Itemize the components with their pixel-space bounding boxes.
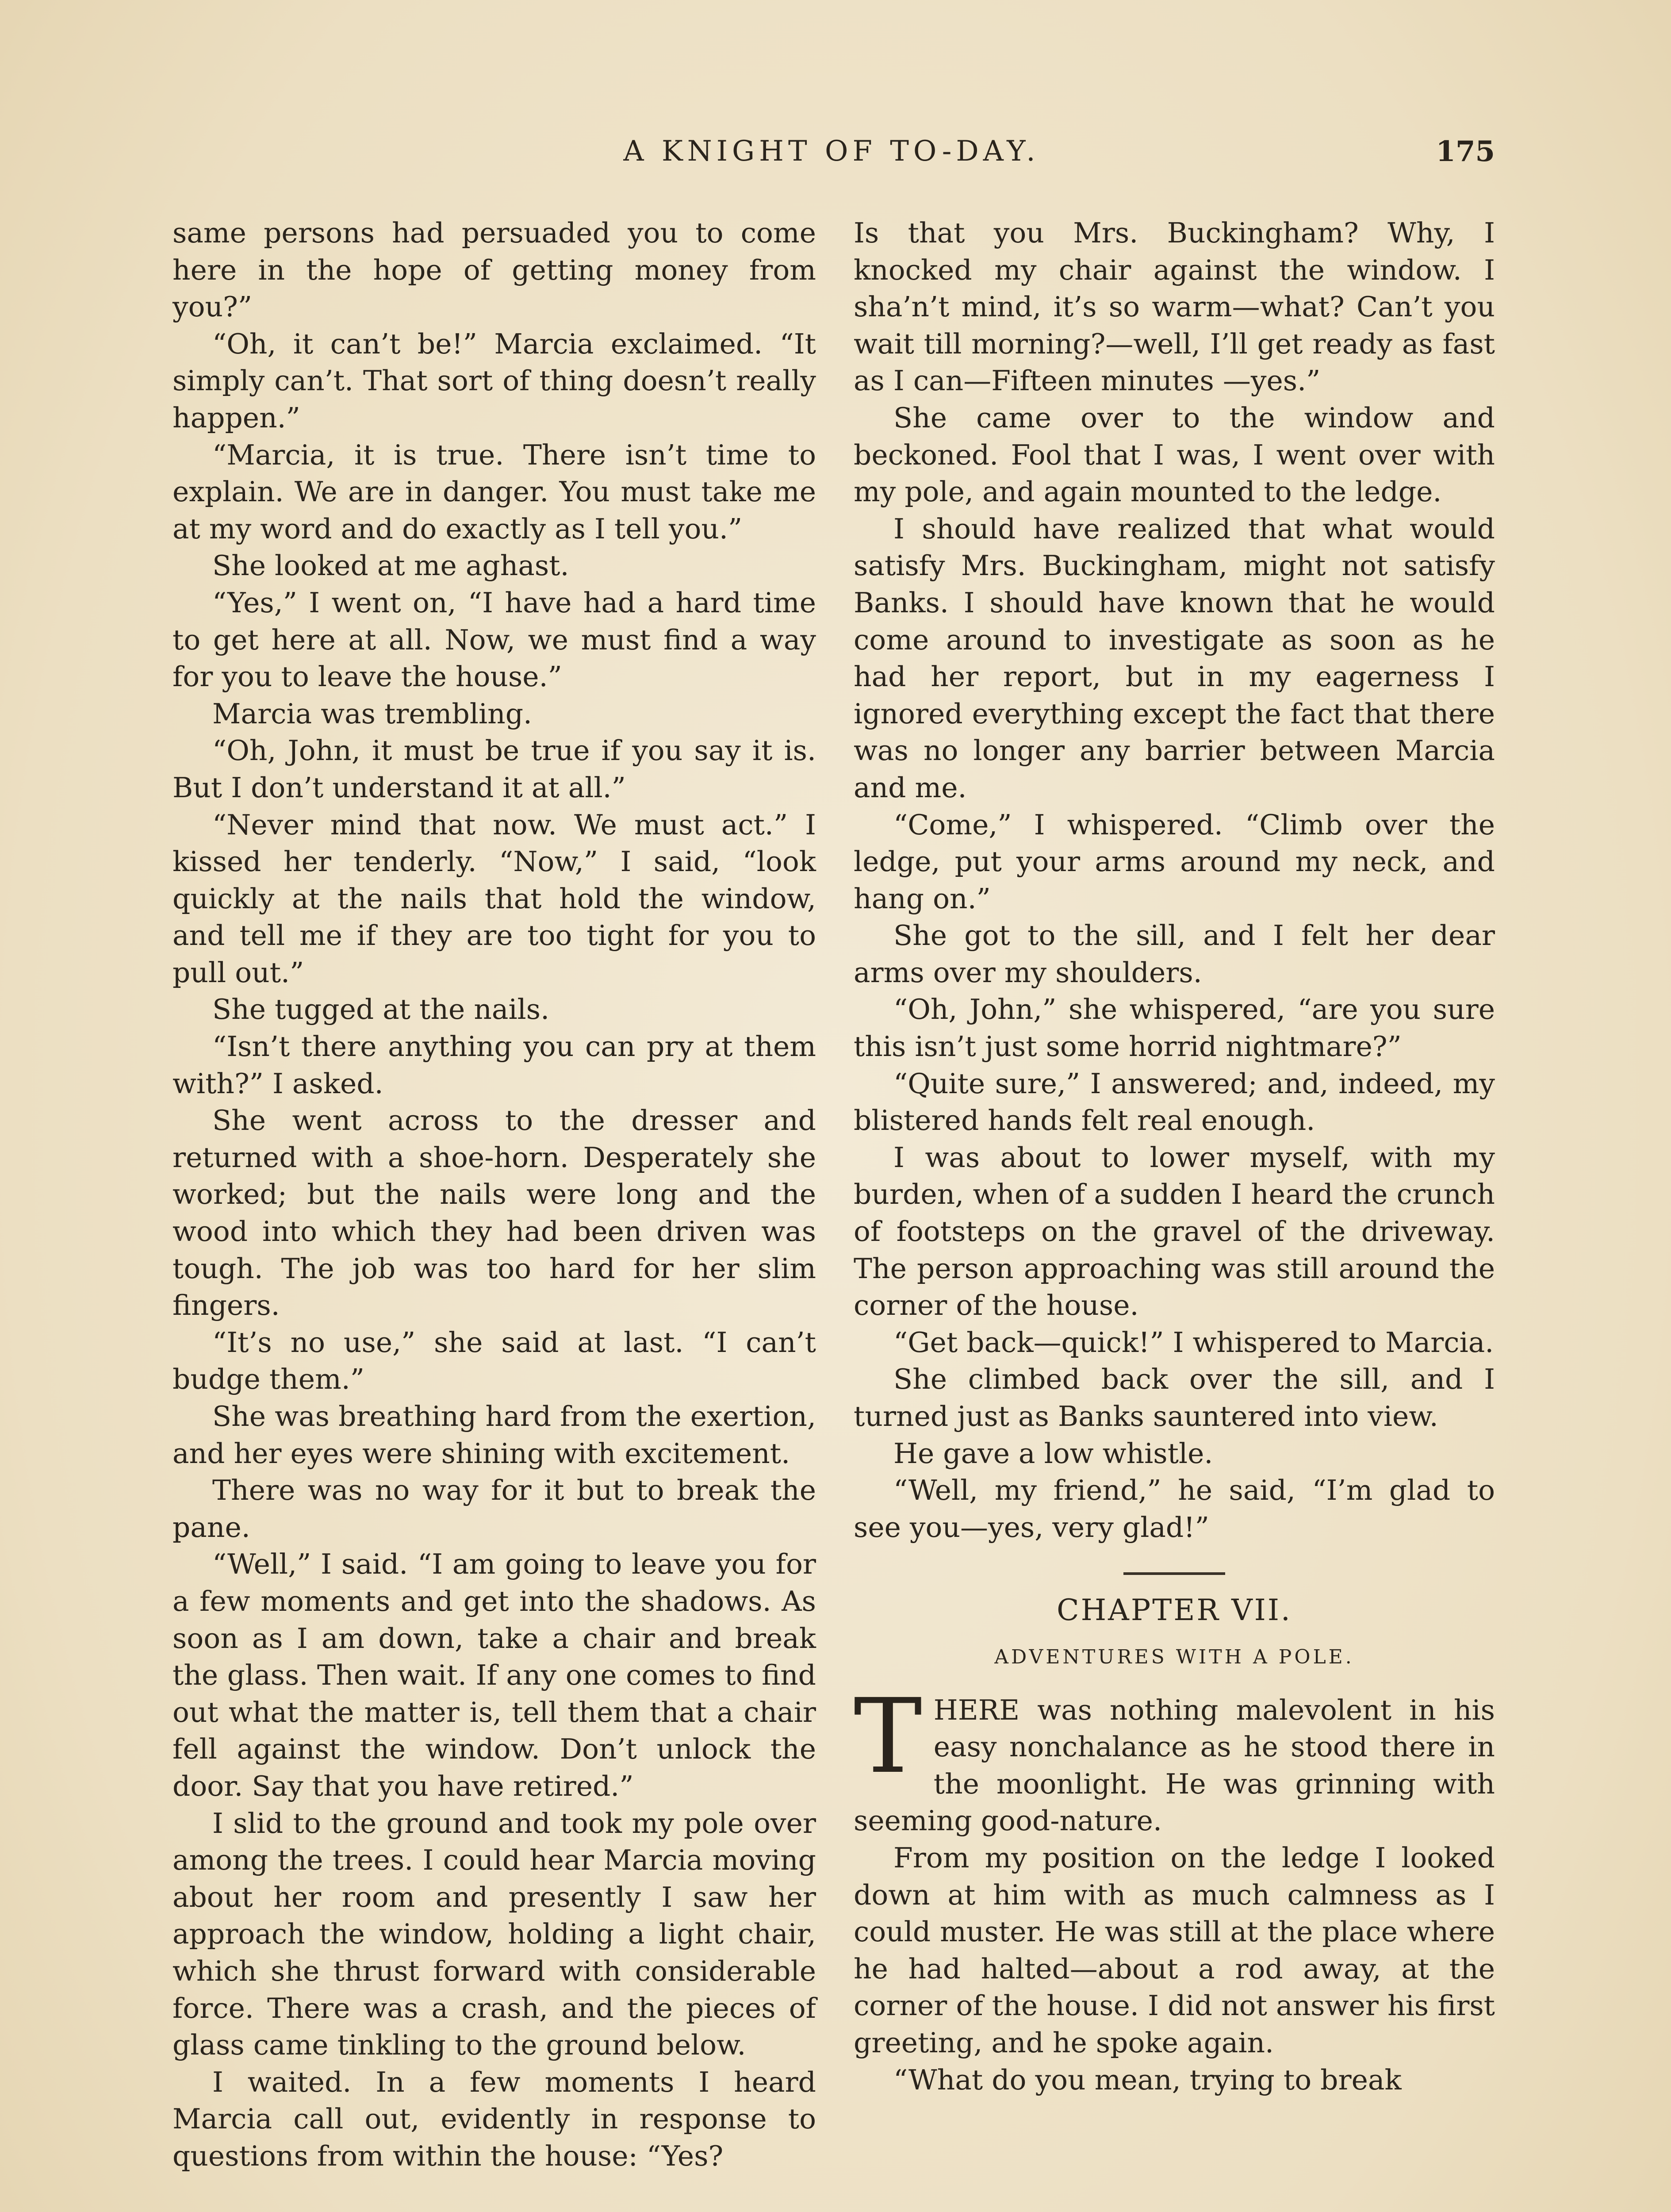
paragraph: I was about to lower myself, with my burden, when of a sudden I heard the crunch of footsteps on the gravel of the driveway. The person approaching was still around the corner of the house. (854, 1141, 1495, 1322)
chapter-subtitle: ADVENTURES WITH A POLE. (994, 1645, 1354, 1668)
paragraph: same persons had persuaded you to come here in the hope of getting money from you?” (172, 217, 816, 323)
paragraph: “Yes,” I went on, “I have had a hard time to get here at all. Now, we must find a way for you to leave the house.” (172, 586, 816, 693)
paragraph: “Get back—quick!” I whispered to Marcia. (893, 1326, 1494, 1359)
paragraph: “Oh, it can’t be!” Marcia exclaimed. “It simply can’t. That sort of thing doesn’t really happen.” (172, 327, 816, 434)
paragraph: She came over to the window and beckoned. Fool that I was, I went over with my pole, and again mounted to the ledge. (854, 401, 1495, 508)
paragraph: There was no way for it but to break the pane. (172, 1474, 816, 1544)
paragraph: “Isn’t there anything you can pry at them with?” I asked. (172, 1030, 816, 1100)
page-number: 175 (1436, 135, 1495, 168)
paragraph: From my position on the ledge I looked down at him with as much calmness as I could muster. He was still at the place where he had halted—about a rod away, at the corner of the house. I did not answer his first greeting, and he spoke again. (854, 1841, 1495, 2059)
paragraph: Is that you Mrs. Buckingham? Why, I knocked my chair against the window. I sha’n’t mind, it’s so warm—what? Can’t you wait till morning?—well, I’ll get ready as fast as I can—Fifteen minutes —yes.” (854, 217, 1495, 397)
paragraph: I should have realized that what would satisfy Mrs. Buckingham, might not satisfy Banks. I should have known that he would come around to investigate as soon as he had her report, but in my eagerness I ignored everything except the fact that there was no longer any barrier between Marcia and me. (854, 512, 1495, 804)
paragraph: “Well,” I said. “I am going to leave you for a few moments and get into the shadows. As soon as I am down, take a chair and break the glass. Then wait. If any one comes to find out what the matter is, tell them that a chair fell against the window. Don’t unlock the door. Say that you have retired.” (172, 1548, 816, 1802)
section-divider (1123, 1572, 1225, 1575)
paragraph: “What do you mean, trying to break (893, 2063, 1402, 2096)
paragraph: He gave a low whistle. (893, 1437, 1213, 1470)
right-column (854, 215, 1495, 2098)
paragraph: “Quite sure,” I answered; and, indeed, my blistered hands felt real enough. (854, 1067, 1495, 1137)
paragraph: I slid to the ground and took my pole over among the trees. I could hear Marcia moving about her room and presently I saw her approach the window, holding a light chair, which she thrust forward with considerable force. There was a crash, and the pieces of glass came tinkling to the ground below. (172, 1807, 816, 2062)
paragraph: She tugged at the nails. (212, 993, 550, 1026)
opening-text: HERE was nothing malevolent in his easy nonchalance as he stood there in the moonlight. He was grinning with seeming good-nature. (854, 1694, 1495, 1837)
paragraph: “Oh, John, it must be true if you say it is. But I don’t understand it at all.” (172, 734, 816, 804)
drop-cap: T (854, 1676, 922, 1796)
left-column (172, 215, 816, 2174)
paragraph: She was breathing hard from the exertion, and her eyes were shining with excitement. (172, 1400, 816, 1470)
paragraph: “Oh, John,” she whispered, “are you sure this isn’t just some horrid nightmare?” (854, 993, 1495, 1063)
paragraph: “Marcia, it is true. There isn’t time to explain. We are in danger. You must take me at my word and do exactly as I tell you.” (172, 438, 816, 545)
paragraph: Marcia was trembling. (212, 697, 533, 730)
paragraph: “Well, my friend,” he said, “I’m glad to see you—yes, very glad!” (854, 1474, 1495, 1544)
paragraph: She went across to the dresser and returned with a shoe-horn. Desperately she worked; but the nails were long and the wood into which they had been driven was tough. The job was too hard for her slim fingers. (172, 1104, 816, 1322)
running-head: A KNIGHT OF TO-DAY. (623, 135, 1040, 168)
paragraph: I waited. In a few moments I heard Marcia call out, evidently in response to questions from within the house: “Yes? (172, 2066, 816, 2172)
chapter-title: CHAPTER VII. (1057, 1593, 1292, 1628)
paragraph: She got to the sill, and I felt her dear arms over my shoulders. (854, 919, 1495, 989)
paragraph: “Never mind that now. We must act.” I kissed her tenderly. “Now,” I said, “look quickly at the nails that hold the window, and tell me if they are too tight for you to pull out.” (172, 808, 816, 989)
paragraph: “It’s no use,” she said at last. “I can’t budge them.” (172, 1326, 816, 1396)
paragraph: She looked at me aghast. (212, 549, 569, 582)
chapter-opening-paragraph (854, 1676, 1495, 1839)
paragraph: “Come,” I whispered. “Climb over the ledge, put your arms around my neck, and hang on.” (854, 808, 1495, 915)
paragraph: She climbed back over the sill, and I turned just as Banks sauntered into view. (854, 1363, 1495, 1432)
